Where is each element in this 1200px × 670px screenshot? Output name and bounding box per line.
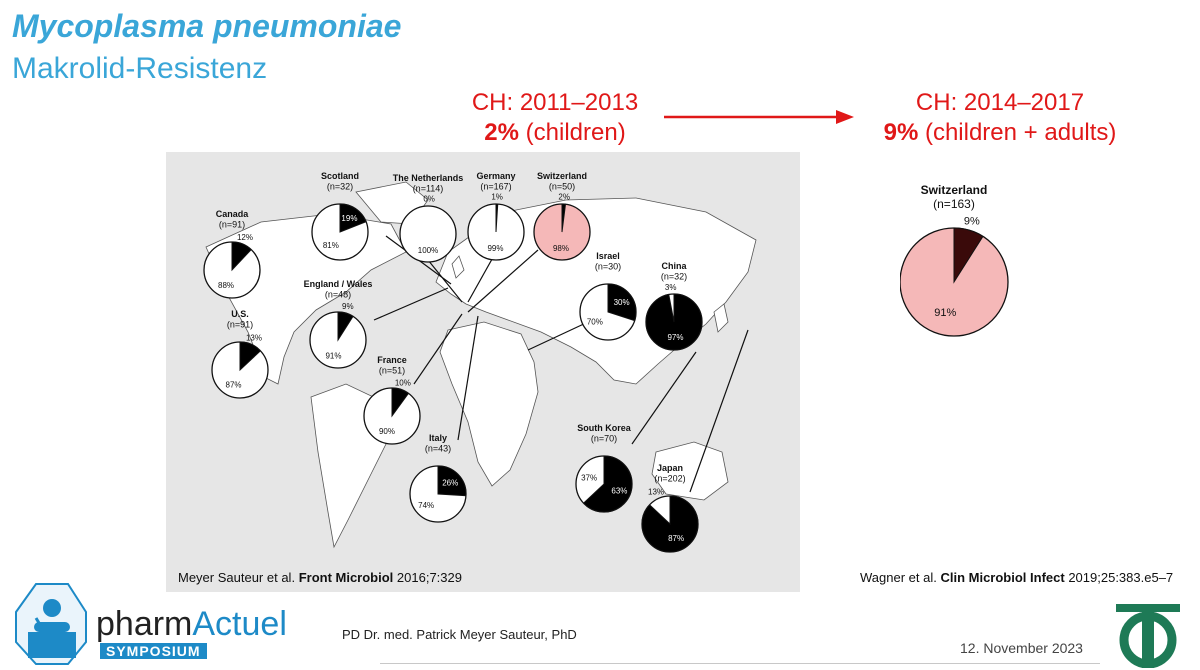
- pie-n-label-china: (n=32): [660, 271, 688, 282]
- pie-value-susceptible-u-s: 87%: [225, 380, 242, 390]
- pie-value-resistant-japan: 87%: [668, 533, 685, 543]
- pie-country-label-israel: Israel: [596, 251, 620, 262]
- pie-value-susceptible-england-wales: 91%: [325, 351, 342, 361]
- citation-right-ref: 2019;25:383.e5–7: [1068, 570, 1174, 585]
- citation-right-authors: Wagner et al.: [860, 570, 937, 585]
- brand-name-pharm: pharm: [96, 605, 193, 643]
- comparison-left-value: 2%: [484, 119, 519, 146]
- pie-country-label-japan: Japan: [656, 463, 684, 474]
- pie-value-resistant-canada: 12%: [236, 233, 253, 243]
- pie-n-label-canada: (n=91): [218, 219, 246, 230]
- pie-n-label-england-wales: (n=48): [324, 289, 352, 300]
- pie-value-resistant-china: 97%: [667, 333, 684, 343]
- pie-n-label-u-s: (n=91): [226, 319, 254, 330]
- pie-country-label-scotland: Scotland: [320, 171, 360, 182]
- pie-country-label-south-korea: South Korea: [577, 423, 631, 434]
- comparison-right-result: [860, 118, 1140, 148]
- pie-n-label-israel: (n=30): [594, 261, 622, 272]
- pie-country-label-china: China: [661, 261, 687, 272]
- pie-value-susceptible-china: 3%: [664, 282, 677, 292]
- pie-value-resistant-england-wales: 9%: [342, 301, 354, 311]
- pie-n-label-germany: (n=167): [480, 181, 512, 192]
- pie-value-susceptible-canada: 88%: [218, 280, 235, 290]
- africa-shape: [440, 322, 538, 486]
- citation-left-journal: Front Microbiol: [298, 570, 394, 585]
- comparison-right: [860, 88, 1140, 148]
- citation-right: [860, 570, 1173, 585]
- pie-n-label-south-korea: (n=70): [590, 433, 618, 444]
- pie-country-label-england-wales: England / Wales: [303, 279, 373, 290]
- citation-left: [178, 570, 462, 585]
- pie-value-resistant-u-s: 13%: [245, 333, 262, 343]
- pie-country-label-u-s: U.S.: [231, 309, 249, 320]
- pie-country-label-germany: Germany: [476, 171, 516, 182]
- pie-germany: [468, 171, 524, 260]
- trend-arrow: [660, 105, 860, 129]
- comparison-right-period: CH: 2014–2017: [915, 89, 1085, 116]
- switzerland-2014-2017-chart: [900, 180, 1070, 340]
- pie-n-label-italy: (n=43): [424, 443, 452, 454]
- pharmacy-logo-icon: [1112, 600, 1192, 668]
- pie-value-susceptible-germany: 99%: [487, 244, 504, 254]
- pie-value-resistant-germany: 1%: [491, 192, 503, 202]
- brand-name: [96, 605, 287, 644]
- pie-country-label-the-netherlands: The Netherlands: [392, 173, 464, 184]
- pie-switzerland-2014-2017: [900, 183, 1008, 336]
- pie-south-korea: [576, 423, 632, 512]
- comparison-left-result: [440, 118, 670, 148]
- pie-value-susceptible-japan: 13%: [648, 487, 665, 497]
- slide-title: Mycoplasma pneumoniae: [12, 8, 402, 44]
- citation-left-authors: Meyer Sauteur et al.: [178, 570, 296, 585]
- pie-value-susceptible-israel: 70%: [586, 317, 603, 327]
- pie-italy: [410, 433, 466, 522]
- pie-value-susceptible-south-korea: 37%: [581, 473, 598, 483]
- footer-divider: [380, 663, 1100, 664]
- pie-value-resistant-scotland: 19%: [341, 213, 358, 223]
- pie-canada: [204, 209, 260, 298]
- world-map-figure: [166, 152, 800, 592]
- pie-value-resistant-switzerland-2014-2017: 9%: [963, 215, 980, 228]
- pie-country-label-france: France: [377, 355, 407, 366]
- brand-tag: SYMPOSIUM: [100, 643, 207, 659]
- pie-n-label-switzerland-2014-2017: (n=163): [933, 197, 975, 212]
- pie-n-label-japan: (n=202): [654, 473, 686, 484]
- pie-n-label-switzerland: (n=50): [548, 181, 576, 192]
- world-map-chart: [166, 152, 800, 592]
- comparison-left-group: (children): [525, 119, 626, 146]
- comparison-right-group: (children + adults): [924, 119, 1117, 146]
- footer-date: 12. November 2023: [960, 640, 1083, 656]
- pie-value-resistant-the-netherlands: 0%: [423, 194, 435, 204]
- citation-right-journal: Clin Microbiol Infect: [940, 570, 1065, 585]
- pie-value-susceptible-scotland: 81%: [322, 241, 339, 251]
- comparison-left-period: CH: 2011–2013: [471, 89, 639, 116]
- pie-value-resistant-italy: 26%: [442, 478, 459, 488]
- pie-value-resistant-israel: 30%: [613, 297, 630, 307]
- pie-value-resistant-south-korea: 63%: [611, 486, 628, 496]
- pie-n-label-the-netherlands: (n=114): [412, 183, 444, 194]
- pie-n-label-france: (n=51): [378, 365, 406, 376]
- symposium-logo-icon: [6, 580, 96, 666]
- pie-n-label-scotland: (n=32): [326, 181, 354, 192]
- pie-value-susceptible-italy: 74%: [418, 500, 435, 510]
- citation-left-ref: 2016;7:329: [396, 570, 462, 585]
- pie-country-label-switzerland: Switzerland: [536, 171, 588, 182]
- pie-value-resistant-france: 10%: [394, 378, 411, 388]
- comparison-right-value: 9%: [883, 119, 919, 146]
- pie-country-label-switzerland-2014-2017: Switzerland: [920, 182, 988, 197]
- leader-line-england: [374, 288, 448, 320]
- pie-value-resistant-switzerland: 2%: [558, 192, 570, 202]
- pie-value-susceptible-france: 90%: [378, 427, 395, 437]
- footer-author: PD Dr. med. Patrick Meyer Sauteur, PhD: [342, 627, 577, 642]
- pie-country-label-canada: Canada: [215, 209, 249, 220]
- pie-switzerland: [534, 171, 590, 260]
- comparison-left: [440, 88, 670, 148]
- pie-france: [364, 355, 420, 444]
- pie-value-susceptible-the-netherlands: 100%: [417, 246, 439, 256]
- brand-name-actuel: Actuel: [192, 605, 287, 643]
- pie-scotland: [312, 171, 368, 260]
- pie-value-susceptible-switzerland: 98%: [552, 244, 569, 254]
- slide-subtitle: Makrolid-Resistenz: [12, 52, 268, 85]
- pie-value-susceptible-switzerland-2014-2017: 91%: [934, 306, 957, 319]
- pie-country-label-italy: Italy: [428, 433, 448, 444]
